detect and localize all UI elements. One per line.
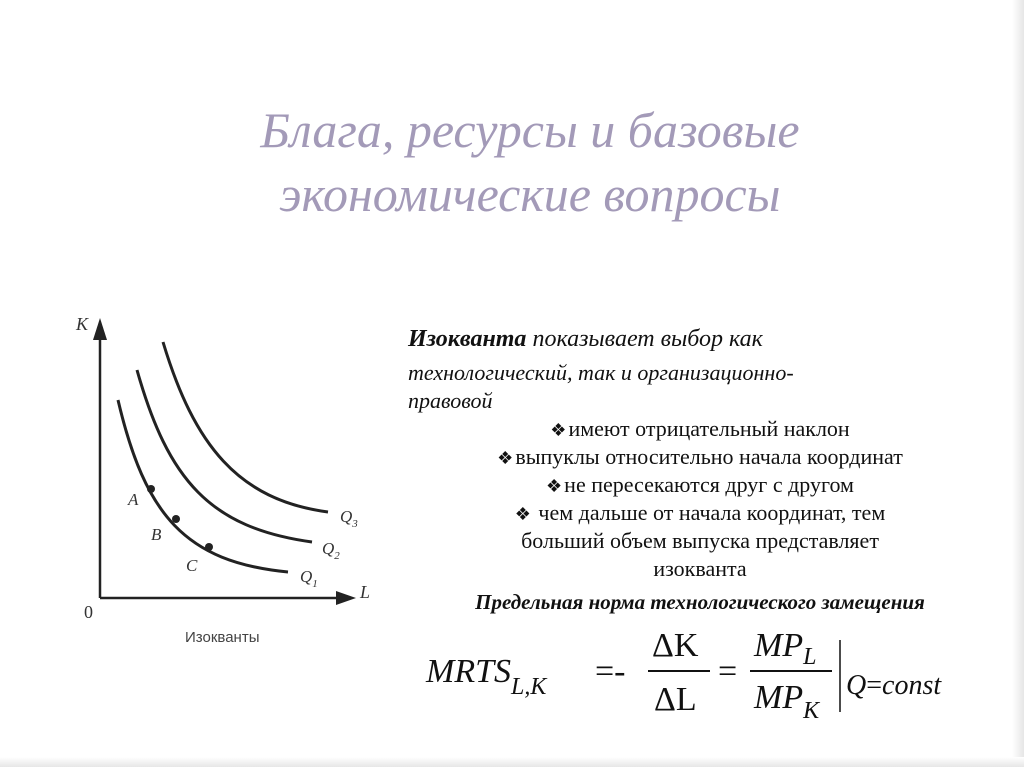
formula-den-delta-l: ΔL (654, 681, 697, 718)
title-line-1: Блага, ресурсы и базовые (260, 102, 800, 158)
formula-equals: = (718, 653, 738, 690)
lead-term: Изокванта (408, 326, 527, 352)
lead-line-2: технологический, так и организационно- (408, 360, 794, 385)
isoquant-curve-q2 (137, 370, 312, 542)
lead-rest: показывает выбор как (526, 326, 763, 352)
y-axis-arrow-icon (93, 318, 107, 340)
mrts-heading: Предельная норма технологического замещения (475, 590, 925, 614)
bullet-3-text: не пересекаются друг с другом (564, 472, 854, 497)
curve-label-q1: $Q_1$ (300, 567, 318, 590)
diamond-bullet-icon: ❖ (497, 448, 514, 468)
point-a-label: A (128, 490, 139, 509)
lead-line-1 (408, 326, 763, 353)
bullet-4-line-3: изокванта (653, 556, 747, 581)
y-axis (93, 318, 107, 598)
isoquant-graph (60, 300, 380, 660)
formula-den-mpk: $MP_K$ (754, 679, 820, 724)
bullet-4 (400, 500, 1000, 526)
title-line-2: экономические вопросы (279, 166, 781, 222)
formula-lhs: $MRTS_{L,K}$ (426, 653, 547, 700)
bullet-1 (400, 416, 1000, 442)
formula-condition: Q=const (846, 670, 942, 701)
bullet-1-text: имеют отрицательный наклон (568, 416, 850, 441)
slide-bottom-shadow (0, 757, 1024, 767)
x-axis-label: L (360, 582, 371, 602)
point-b-marker (172, 515, 180, 523)
bullet-2 (400, 444, 1000, 470)
point-b-label: B (151, 525, 162, 544)
diamond-bullet-icon: ❖ (550, 420, 567, 440)
bullet-4-text: чем дальше от начала координат, тем (532, 500, 886, 525)
curve-label-q2: $Q_2$ (322, 539, 340, 562)
isoquant-curve-q3 (163, 342, 328, 512)
origin-label: 0 (84, 602, 93, 622)
formula-equals-minus: =- (595, 653, 626, 690)
lead-line-3: правовой (408, 388, 493, 413)
x-axis-arrow-icon (336, 591, 356, 605)
point-c-label: C (186, 556, 198, 575)
x-axis (100, 591, 356, 605)
formula-num-mpl: $MP_L$ (754, 627, 817, 670)
diamond-bullet-icon: ❖ (514, 504, 531, 524)
slide-right-shadow (1012, 0, 1024, 767)
curve-label-q3: $Q_3$ (340, 507, 358, 530)
bullet-3 (400, 472, 1000, 498)
bullet-4-line-2: больший объем выпуска представляет (521, 528, 879, 553)
bullet-2-text: выпуклы относительно начала координат (515, 444, 903, 469)
slide-title (130, 98, 930, 226)
isoquant-curve-q1 (118, 400, 288, 572)
point-a-marker (147, 485, 155, 493)
diamond-bullet-icon: ❖ (546, 476, 563, 496)
formula-num-delta-k: ΔK (652, 627, 699, 664)
y-axis-label: K (76, 314, 89, 334)
mrts-formula (420, 618, 980, 730)
graph-caption: Изокванты (185, 629, 260, 646)
point-c-marker (205, 543, 213, 551)
